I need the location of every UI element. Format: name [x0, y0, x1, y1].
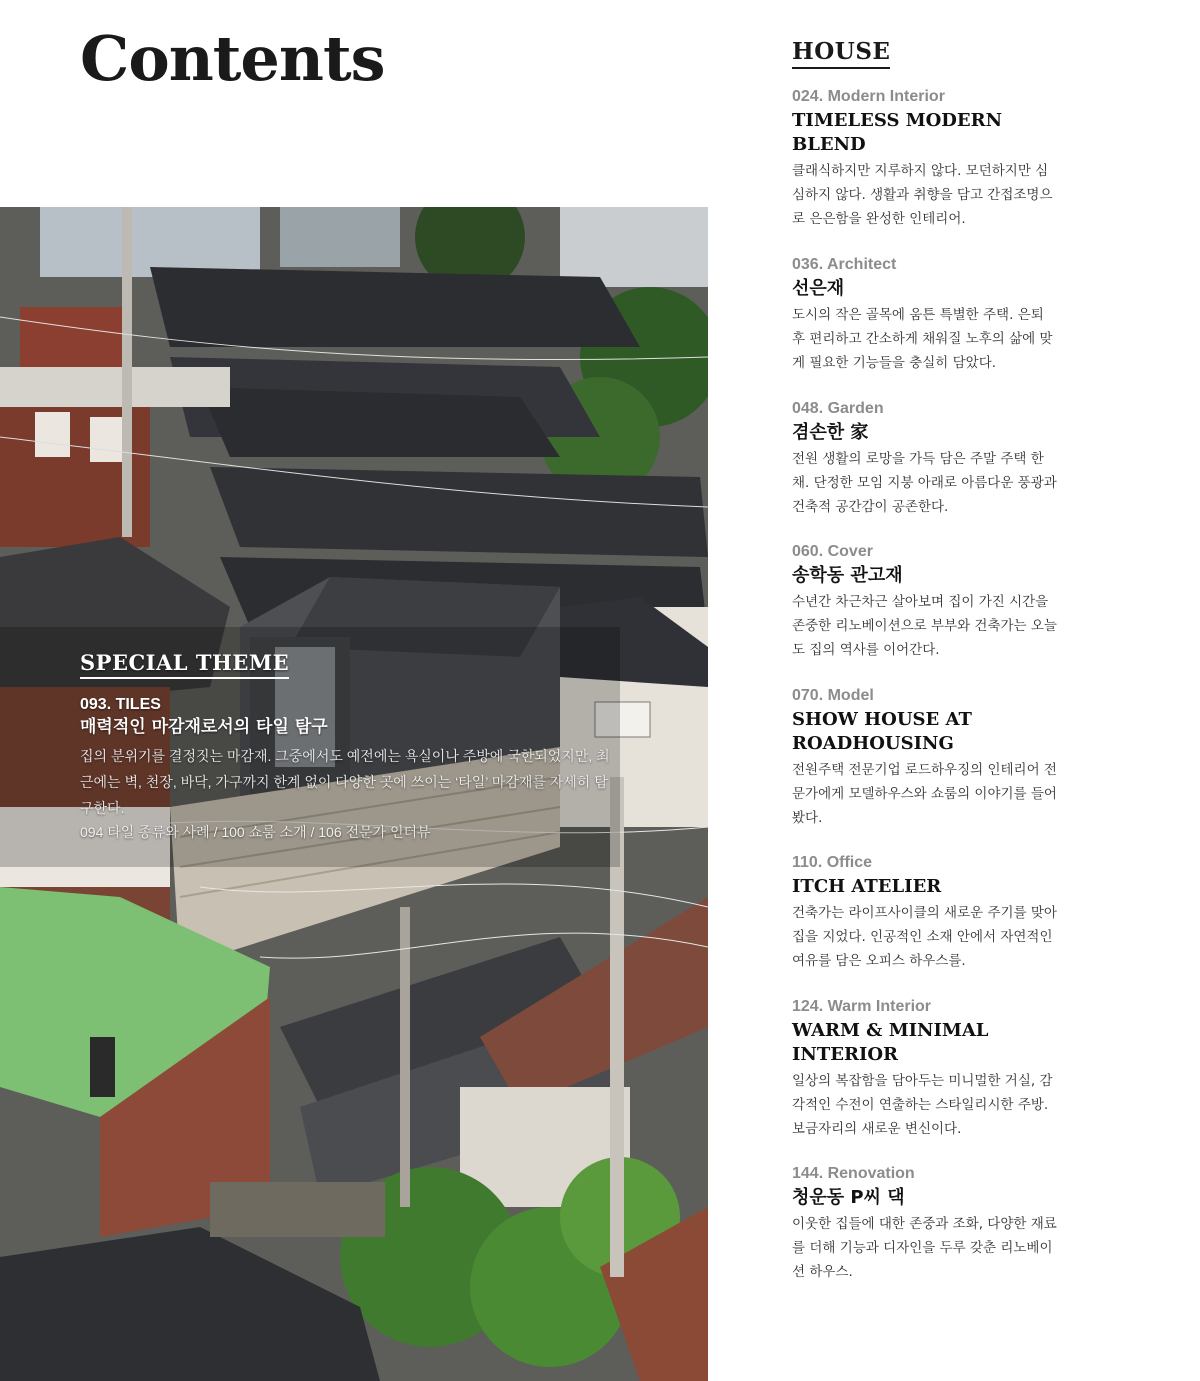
entry-description: 클래식하지만 지루하지 않다. 모던하지만 심심하지 않다. 생활과 취향을 담고 간접조명으로 은은함을 완성한 인테리어.: [792, 163, 1053, 227]
entry-description: 수년간 차근차근 살아보며 집이 가진 시간을 존중한 리노베이션으로 부부와 건축가는 오늘도 집의 역사를 이어간다.: [792, 594, 1057, 658]
entry-title: TIMELESS MODERN BLEND: [792, 110, 1003, 155]
entry-number: 036. Architect: [792, 256, 897, 273]
entry-title: 송학동 관고재: [792, 565, 903, 586]
entry-title: SHOW HOUSE AT ROADHOUSING: [792, 709, 972, 754]
entry-title: 청운동 P씨 댁: [792, 1187, 905, 1208]
contents-entry[interactable]: [792, 86, 1072, 231]
contents-entry[interactable]: [792, 1163, 1072, 1284]
entry-title: 선은재: [792, 278, 845, 299]
house-section-label: HOUSE: [792, 38, 890, 69]
special-theme-number: 093. TILES: [80, 696, 161, 713]
contents-entry[interactable]: [792, 541, 1072, 662]
contents-entry[interactable]: [792, 685, 1072, 830]
entry-description: 전원주택 전문기업 로드하우징의 인테리어 전문가에게 모델하우스와 쇼룸의 이야기를 들어봤다.: [792, 762, 1057, 826]
cover-photo: [0, 207, 708, 1381]
entry-description: 이웃한 집들에 대한 존중과 조화, 다양한 재료를 더해 기능과 디자인을 두루 갖춘 리노베이션 하우스.: [792, 1216, 1057, 1280]
entry-number: 048. Garden: [792, 400, 884, 417]
special-theme-description: 집의 분위기를 결정짓는 마감재. 그중에서도 예전에는 욕실이나 주방에 국한되었지만, 최근에는 벽, 천장, 바닥, 가구까지 한계 없이 다양한 곳에 쓰이는 ‘타일’ 마감재를 자세히 탐구한다.: [80, 748, 610, 816]
contents-entry[interactable]: [792, 996, 1072, 1141]
entry-number: 124. Warm Interior: [792, 998, 932, 1015]
entry-title: ITCH ATELIER: [792, 876, 942, 897]
special-theme-pages: 094 타일 종류와 사례 / 100 쇼룸 소개 / 106 전문가 인터뷰: [80, 824, 431, 840]
entry-description: 전원 생활의 로망을 가득 담은 주말 주택 한 채. 단정한 모임 지붕 아래로 아름다운 풍광과 건축적 공간감이 공존한다.: [792, 451, 1057, 515]
special-theme-block: [80, 650, 620, 843]
entry-number: 144. Renovation: [792, 1165, 915, 1182]
entry-number: 060. Cover: [792, 543, 873, 560]
entry-description: 일상의 복잡함을 담아두는 미니멀한 거실, 감각적인 수전이 연출하는 스타일리시한 주방. 보금자리의 새로운 변신이다.: [792, 1073, 1053, 1137]
entry-number: 024. Modern Interior: [792, 88, 945, 105]
entry-title: WARM & MINIMAL INTERIOR: [792, 1020, 989, 1065]
contents-entry[interactable]: [792, 852, 1072, 973]
entry-number: 070. Model: [792, 687, 874, 704]
entry-description: 건축가는 라이프사이클의 새로운 주기를 맞아 집을 지었다. 인공적인 소재 안에서 자연적인 여유를 담은 오피스 하우스를.: [792, 905, 1057, 969]
entry-title: 겸손한 家: [792, 422, 869, 443]
entry-number: 110. Office: [792, 854, 873, 871]
page-title: Contents: [80, 22, 385, 95]
special-theme-label: SPECIAL THEME: [80, 650, 289, 679]
contents-entry[interactable]: [792, 398, 1072, 519]
entry-description: 도시의 작은 골목에 움튼 특별한 주택. 은퇴 후 편리하고 간소하게 채워질 노후의 삶에 맞게 필요한 기능들을 충실히 담았다.: [792, 307, 1053, 371]
special-theme-title[interactable]: 매력적인 마감재로서의 타일 탐구: [80, 717, 328, 737]
contents-entry[interactable]: [792, 254, 1072, 375]
